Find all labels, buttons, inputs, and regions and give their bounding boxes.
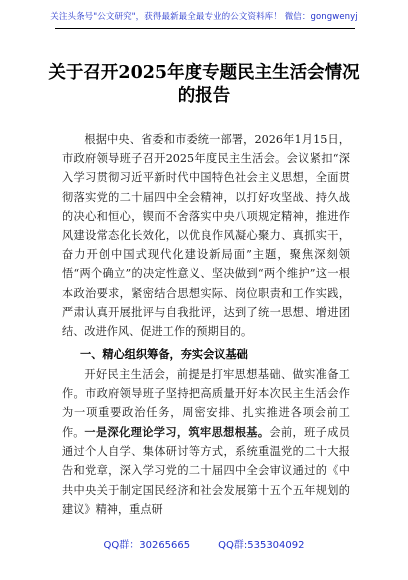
footer-qq-group-1: QQ群：30265665 <box>103 540 191 551</box>
paragraph-body: 会前，班子成员通过个人自学、集体研讨等方式，系统重温党的二十大报告和党章，深入学习党的二十届四中全会审议通过的《中共中央关于制定国民经济和社会发展第十五个五年规划的建议》精神，重点研 <box>62 426 350 516</box>
footer-qq-group-2: QQ群:535304092 <box>218 540 305 551</box>
footer <box>0 536 408 551</box>
section-1-paragraph-1: 开好民主生活会，前提是打牢思想基础、做实准备工作。市政府领导班子坚持把高质量开好本次民主生活会作为一项重要政治任务，周密安排、扎实推进各项会前工作。 <box>62 368 350 439</box>
section-1-paragraph-2 <box>62 423 350 519</box>
title-line-2: 的报告 <box>177 86 231 106</box>
document-title <box>30 62 378 108</box>
section-heading-1: 一、精心组织筹备，夯实会议基础 <box>80 348 248 361</box>
header-divider <box>55 28 355 29</box>
header-banner: 关注头条号"公文研究"，获得最新最全最专业的公文资料库！ 微信：gongwenyj <box>50 12 358 22</box>
title-line-1: 关于召开2025年度专题民主生活会情况 <box>48 63 360 83</box>
paragraph-lead-phrase: 一是深化理论学习，筑牢思想根基。 <box>84 425 270 439</box>
intro-paragraph: 根据中央、省委和市委统一部署，2026年1月15日，市政府领导班子召开2025年度民主生活会。会议紧扣“深入学习贯彻习近平新时代中国特色社会主义思想，全面贯彻落实党的二十届四中全会精神，以打好攻坚战、持久战的决心和恒心，锲而不舍落实中央八项规定精神，推进作风建设常态化长效化，以优良作风凝心聚力、真抓实干，奋力开创中国式现代化建设新局面”主题，聚焦深刻领悟“两个确立”的决定性意义、坚决做到“两个维护”这一根本政治要求，紧密结合思想实际、岗位职责和工作实践，严肃认真开展批评与自我批评，达到了统一思想、增进团结、改进作风、促进工作的预期目的。 <box>62 133 350 339</box>
